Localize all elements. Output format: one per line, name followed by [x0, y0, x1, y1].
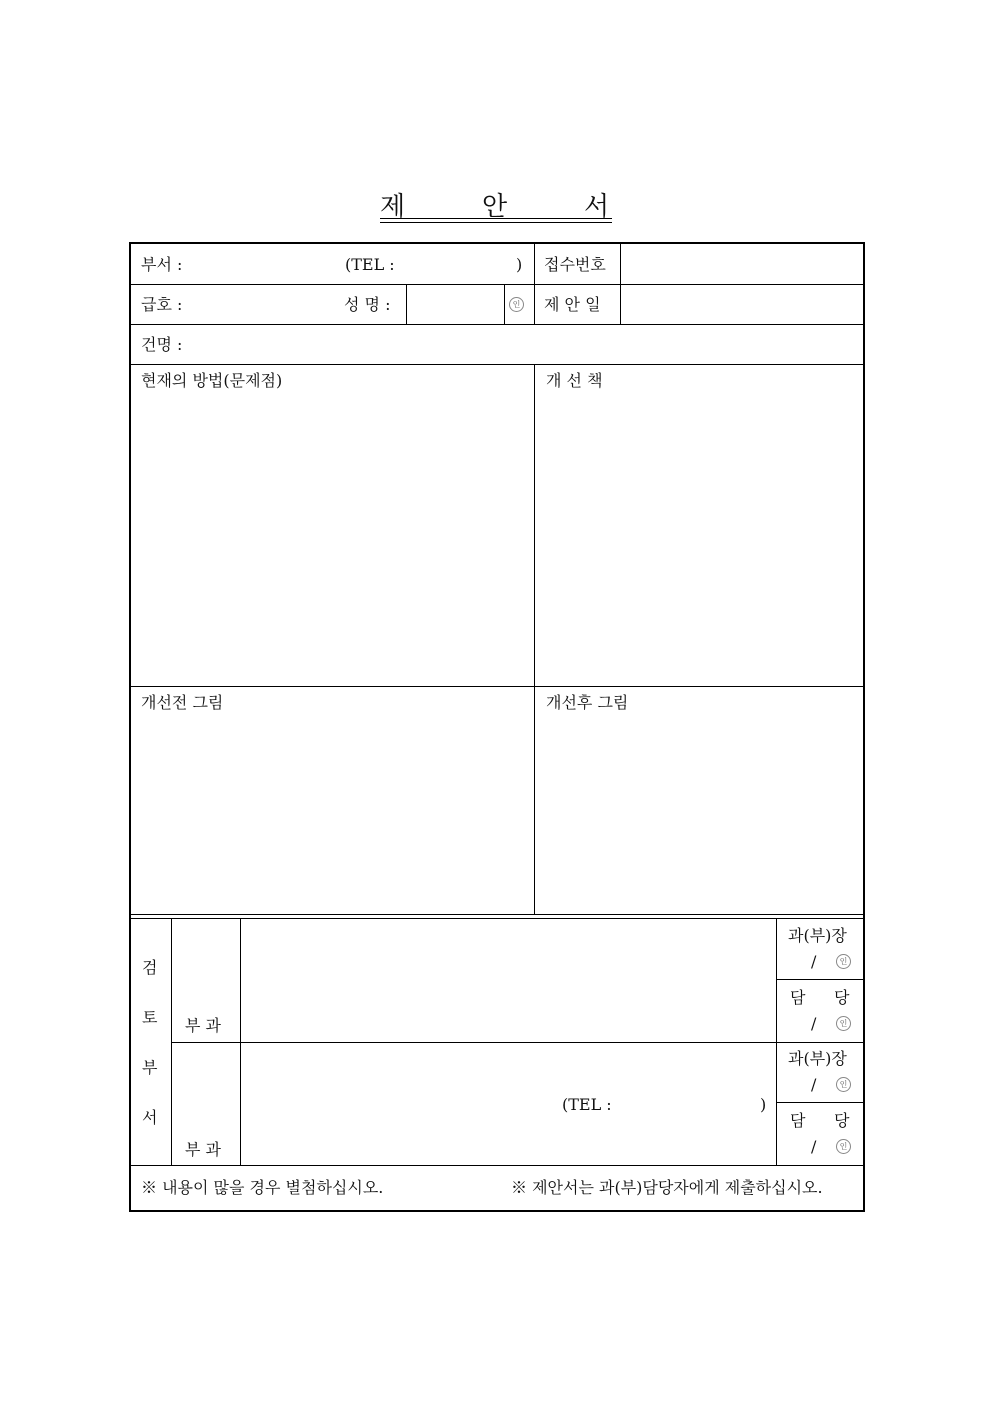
staff-label-1b: 당 [834, 988, 850, 1007]
seal-icon: 인 [509, 297, 524, 312]
tel-close: ) [516, 255, 523, 274]
before-picture-area[interactable] [132, 718, 532, 912]
row-divider-1 [130, 284, 863, 285]
before-picture-label: 개선전 그림 [141, 693, 224, 712]
subject-field[interactable] [192, 326, 860, 362]
col-divider-r1 [534, 244, 535, 284]
col-divider-seal [504, 284, 505, 324]
staff-label-2a: 담 [790, 1111, 806, 1130]
name-field[interactable] [408, 286, 502, 322]
approval-divider-2 [776, 1102, 863, 1103]
tel-label: (TEL : [345, 255, 395, 274]
col-divider-review-approval [776, 918, 777, 1165]
row-divider-2 [130, 324, 863, 325]
staff-label-1a: 담 [790, 988, 806, 1007]
rank-label: 급호 : [141, 295, 183, 314]
col-divider-review-dept [240, 918, 241, 1165]
footer-note-left: ※ 내용이 많을 경우 별첨하십시오. [141, 1178, 384, 1197]
receipt-no-field[interactable] [622, 246, 860, 282]
review-opinion-1-area[interactable] [242, 920, 774, 1040]
title-char-3: 서 [584, 192, 610, 222]
manager-label-1: 과(부)장 [788, 926, 847, 945]
dept-label: 부서 : [141, 255, 183, 274]
review-dept-2-label: 부 과 [185, 1140, 221, 1159]
manager-slash-1: / [811, 952, 817, 971]
proposal-date-label: 제 안 일 [544, 295, 601, 314]
staff-seal-icon-1: 인 [836, 1016, 851, 1031]
improvement-plan-label: 개 선 책 [546, 371, 603, 390]
current-method-label: 현재의 방법(문제점) [141, 371, 283, 390]
title-underline-bottom [380, 222, 612, 223]
row-divider-3 [130, 364, 863, 365]
name-label: 성 명 : [344, 295, 391, 314]
receipt-no-label: 접수번호 [544, 255, 606, 274]
dept-field[interactable] [142, 246, 532, 282]
review-side-char-2: 토 [142, 1008, 158, 1027]
col-divider-r2 [534, 284, 535, 324]
footer-note-right: ※ 제안서는 과(부)담당자에게 제출하십시오. [511, 1178, 823, 1197]
subject-label: 건명 : [141, 335, 183, 354]
row-divider-5a [130, 914, 863, 915]
manager-seal-icon-1: 인 [836, 954, 851, 969]
staff-slash-2: / [811, 1137, 817, 1156]
document-title [0, 186, 992, 226]
review-row-divider [171, 1042, 863, 1043]
improvement-plan-area[interactable] [537, 396, 860, 684]
manager-seal-icon-2: 인 [836, 1077, 851, 1092]
title-char-2: 안 [482, 192, 508, 222]
col-divider-review-side [171, 918, 172, 1165]
col-divider-name [406, 284, 407, 324]
footer-divider [130, 1165, 863, 1166]
review-side-char-3: 부 [142, 1058, 158, 1077]
after-picture-area[interactable] [537, 718, 860, 912]
review-tel-close: ) [760, 1095, 767, 1114]
row-divider-4 [130, 686, 863, 687]
title-underline-top [380, 218, 612, 219]
review-opinion-2-area[interactable] [242, 1044, 774, 1163]
staff-seal-icon-2: 인 [836, 1139, 851, 1154]
title-char-1: 제 [380, 192, 406, 222]
manager-label-2: 과(부)장 [788, 1049, 847, 1068]
col-divider-mid [534, 364, 535, 915]
proposal-date-field[interactable] [622, 286, 860, 322]
staff-slash-1: / [811, 1014, 817, 1033]
manager-slash-2: / [811, 1075, 817, 1094]
approval-divider-1 [776, 979, 863, 980]
after-picture-label: 개선후 그림 [546, 693, 629, 712]
col-divider-label [620, 244, 621, 324]
current-method-area[interactable] [132, 396, 532, 684]
review-dept-1-label: 부 과 [185, 1016, 221, 1035]
rank-field[interactable] [190, 286, 330, 322]
review-side-char-4: 서 [142, 1108, 158, 1127]
review-tel-label: (TEL : [562, 1095, 612, 1114]
staff-label-2b: 당 [834, 1111, 850, 1130]
review-side-char-1: 검 [142, 958, 158, 977]
